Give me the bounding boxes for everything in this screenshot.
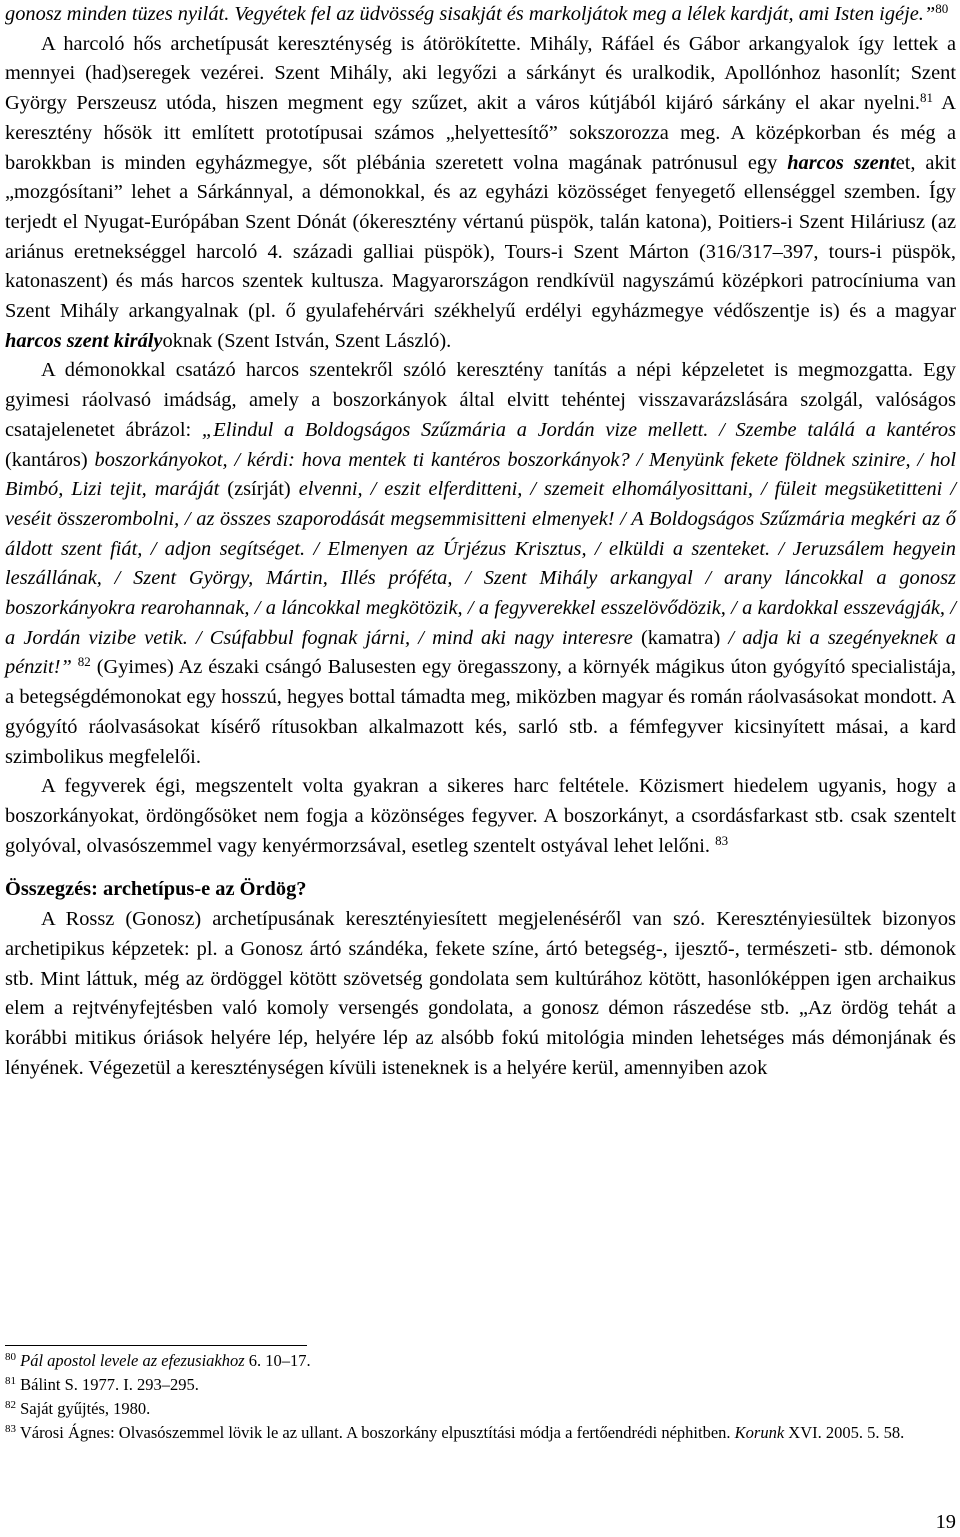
text-run: Bálint S. 1977. I. 293–295. (16, 1375, 199, 1394)
footnote-80 (5, 1349, 945, 1373)
footnote-ref: 83 (5, 1423, 16, 1435)
text-run: elvenni, / eszit elferditteni, / szemeit elhomályosittani, / füleit megsüketitteni / veséit összerombolni, / az összes szaporodását megsemmisitteni elmenyek! / A Boldogságos Szűzmária megkéri az ő áldott szent fiát, / adjon segítséget. / Elmenyen az Úrjézus Krisztus, / elküldi a szenteket. / Jeruzsálem hegyein leszállának, / Szent György, Mártin, Illés próféta, / Szent Mihály arkangyal / arany láncokkal a gonosz boszorkányokra rearohannak, / a láncokkal megkötözik, / a fegyverekkel esszelövődözik, / a kardokkal esszevágják, / a Jordán vizibe vetik. / Csúfabbul fognak járni, / mind aki nagy interesre (5, 478, 956, 649)
paragraph-blessed-weapons (5, 772, 956, 861)
paragraph-summary (5, 905, 956, 1083)
text-run: A keresztény hősök itt említett prototípusai számos „helyettesítő” sokszorozza meg. A középkorban és még a barokkban is minden egyházmegye, sőt plébánia szeretett volna magának patrónusul egy (5, 92, 956, 174)
footnote-82 (5, 1397, 945, 1421)
paragraph-demon-battle (5, 356, 956, 772)
section-heading: Összegzés: archetípus-e az Ördög? (5, 878, 307, 901)
footnote-ref: 82 (77, 654, 91, 670)
footnote-ref: 83 (715, 832, 729, 848)
footnotes (5, 1349, 945, 1445)
text-run: (kantáros) (5, 448, 95, 471)
text-run: Korunk (734, 1423, 785, 1442)
page-number: 19 (935, 1511, 956, 1533)
paragraph-quote-end (5, 0, 956, 30)
text-run: A démonokkal csatázó harcos szentekről szóló keresztény tanítás a népi képzeletet is megmozgatta. Egy gyimesi ráolvasó imádság, amely a boszorkányok által elvitt tehéntej visszavarázslására szolgál, valóságos csatajelenetet ábrázol: (5, 359, 956, 441)
footnote-ref: 82 (5, 1399, 16, 1411)
page-body (5, 0, 956, 1083)
text-run: (Gyimes) Az északi csángó Balusesten egy öregasszony, a környék mágikus úton gyógyító specialistája, a betegségdémonokat egy hosszú, hegyes bottal támadta meg, miközben magyar és román ráolvasásokat mondott. A gyógyító ráolvasásokat kísérő rítusokban alkalmazott kés, sarló stb. a fémfegyver kicsinyített másai, a kard szimbolikus megfelelői. (5, 656, 956, 768)
text-run: harcos szent király (5, 329, 163, 352)
text-run: / adja ki a szegényeknek a pénzit!” (5, 626, 956, 679)
text-run: A Rossz (Gonosz) archetípusának keresztényiesített megjelenéséről van szó. Keresztényiesültek bizonyos archetipikus képzetek: pl. a Gonosz ártó szándéka, fekete színe, ártó betegség-, ijesztő-, természeti- stb. démonok stb. Mint láttuk, még az ördöggel kötött szövetség gondolata sem kultúrához kötött, hasonlóképpen igen archaikus elem a rejtvényfejtésben való komoly versengés gondolata, a gonosz démon rászedése stb. „Az ördög tehát a korábbi mitikus óriások helyére lép, helyére lép az alsóbb fokú mitológia minden lehetséges más démonjának és lényének. Végezetül a kereszténységen kívüli isteneknek is a helyére kerül, amennyiben azok (5, 908, 956, 1079)
text-run: oknak (Szent István, Szent László). (162, 329, 452, 352)
footnote-83 (5, 1421, 945, 1445)
text-run: 6. 10–17. (244, 1351, 311, 1370)
footnote-ref: 81 (5, 1375, 16, 1387)
footnote-ref: 80 (5, 1351, 16, 1363)
footnote-ref: 80 (935, 1, 949, 16)
paragraph-heroic-archetype (5, 30, 956, 357)
text-run: A fegyverek égi, megszentelt volta gyakran a sikeres harc feltétele. Közismert hiedelem ugyanis, hogy a boszorkányokat, ördöngősöket nem fogja a közönséges fegyver. A boszorkányt, a csordásfarkast stb. csak szentelt golyóval, olvasószemmel vagy kenyérmorzsával, esetleg szentelt ostyával lehet lelőni. (5, 775, 956, 857)
footnote-81 (5, 1373, 945, 1397)
text-run: XVI. 2005. 5. 58. (784, 1423, 905, 1442)
footnote-ref: 81 (919, 90, 933, 106)
text-run: „Elindul a Boldogságos Szűzmária a Jordán vize mellett. / Szembe találá a kantéros (201, 418, 956, 441)
text-run: Városi Ágnes: Olvasószemmel lövik le az ullant. A boszorkány elpusztítási módja a fertőendrédi néphitben. (16, 1423, 735, 1442)
text-run: et, akit „mozgósítani” lehet a Sárkánnyal, a démonokkal, és az egyházi közösséget fenyegető ellenséggel szemben. Így terjedt el Nyugat-Európában Szent Dónát (ókeresztény vértanú püspök, talán katona), Poitiers-i Szent Hiláriusz (az ariánus eretnekséggel harcoló 4. századi galliai püspök), Tours-i Szent Márton (316/317–397, tours-i püspök, katonaszent) és más harcos szentek kultusza. Magyarországon rendkívül nagyszámú középkori patrocíniuma van Szent Mihály arkangyalnak (pl. ő gyulafehérvári székhelyű erdélyi egyházmegye védőszentje is) és a magyar (5, 151, 956, 323)
text-run: Pál apostol levele az efezusiakhoz (20, 1351, 245, 1370)
text-run: gonosz minden tüzes nyilát. Vegyétek fel az üdvösség sisakját és markoljátok meg a lélek kardját, ami Isten igéje.” (5, 3, 936, 25)
text-run: boszorkányokot, / kérdi: hova mentek ti kantéros boszorkányok? / Menyünk fekete földnek szinire, / hol Bimbó, Lizi tejit, maráját (5, 448, 956, 501)
footnote-divider (5, 1345, 307, 1346)
text-run: (kamatra) (632, 626, 729, 649)
text-run: Saját gyűjtés, 1980. (16, 1399, 151, 1418)
text-run: harcos szent (787, 151, 896, 174)
text-run: (zsírját) (219, 478, 299, 501)
text-run: A harcoló hős archetípusát kereszténység is átörökítette. Mihály, Ráfáel és Gábor arkangyalok így lettek a mennyei (had)seregek vezérei. Szent Mihály, aki legyőzi a sárkányt és uralkodik, Apollónhoz hasonlít; Szent György Perszeusz utóda, hiszen megment egy szűzet, akit a város kútjából kijáró sárkány el akar nyelni. (5, 32, 956, 115)
